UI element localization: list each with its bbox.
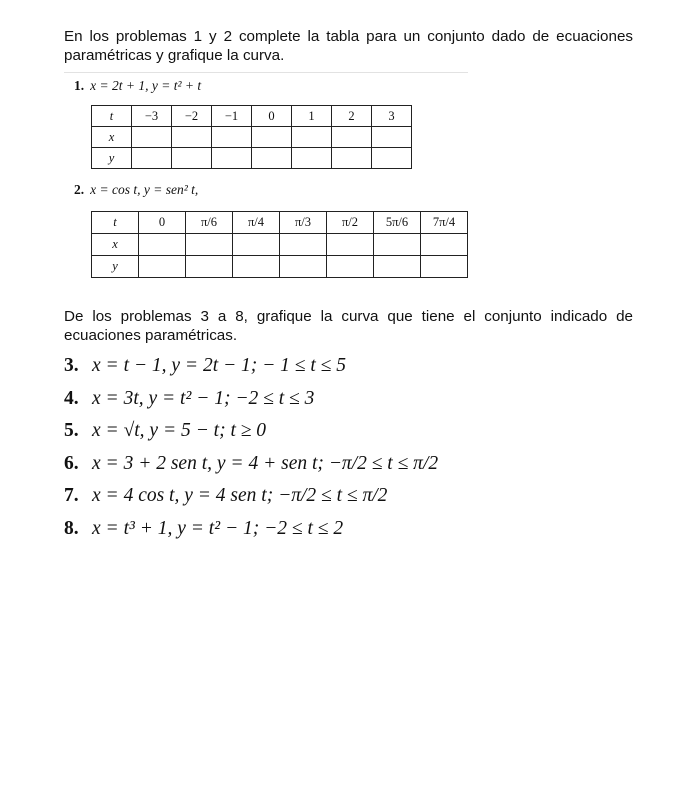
problem-1 <box>74 78 201 94</box>
problem-equation: x = √t, y = 5 − t; t ≥ 0 <box>92 420 267 442</box>
table-cell <box>186 256 233 278</box>
list-item <box>64 485 438 518</box>
list-item <box>64 453 438 486</box>
table-2-x-row <box>92 234 468 256</box>
table-cell <box>374 256 421 278</box>
table-cell: 5π/6 <box>374 212 421 234</box>
table-cell <box>132 148 172 169</box>
table-cell <box>280 256 327 278</box>
table-cell <box>332 127 372 148</box>
problem-2 <box>74 182 198 198</box>
intro-paragraph: En los problemas 1 y 2 complete la tabla para un conjunto dado de ecuaciones paramétricas y grafique la curva. <box>64 28 633 64</box>
table-cell: 7π/4 <box>421 212 468 234</box>
problem-equation: x = t³ + 1, y = t² − 1; −2 ≤ t ≤ 2 <box>92 517 344 539</box>
table-cell <box>233 234 280 256</box>
problem-number: 5. <box>64 420 79 442</box>
problem-1-equation: x = 2t + 1, y = t² + t <box>90 78 202 93</box>
list-item <box>64 355 438 388</box>
table-cell <box>132 127 172 148</box>
table-cell <box>186 234 233 256</box>
divider <box>64 72 468 73</box>
table-cell <box>421 234 468 256</box>
table-cell <box>252 127 292 148</box>
table-cell <box>292 148 332 169</box>
table-1-x-row <box>92 127 412 148</box>
problem-number: 8. <box>64 517 79 539</box>
table-cell: t <box>92 212 139 234</box>
table-cell: −2 <box>172 106 212 127</box>
problem-number: 4. <box>64 387 79 409</box>
table-cell <box>172 127 212 148</box>
table-cell: 2 <box>332 106 372 127</box>
table-cell <box>374 234 421 256</box>
table-cell <box>332 148 372 169</box>
table-cell: π/2 <box>327 212 374 234</box>
table-cell <box>292 127 332 148</box>
table-cell <box>252 148 292 169</box>
table-2-header-row <box>92 212 468 234</box>
list-item <box>64 388 438 421</box>
table-cell <box>372 148 412 169</box>
problem-equation: x = t − 1, y = 2t − 1; − 1 ≤ t ≤ 5 <box>92 355 347 376</box>
list-item <box>64 420 438 453</box>
problem-number: 3. <box>64 355 79 376</box>
table-cell <box>212 127 252 148</box>
table-cell: y <box>92 256 139 278</box>
table-cell: −1 <box>212 106 252 127</box>
table-cell <box>212 148 252 169</box>
intro-paragraph-2: De los problemas 3 a 8, grafique la curva que tiene el conjunto indicado de ecuaciones paramétricas. <box>64 308 633 344</box>
table-cell: π/3 <box>280 212 327 234</box>
table-cell: t <box>92 106 132 127</box>
problem-list <box>64 355 438 551</box>
table-cell <box>139 234 186 256</box>
table-cell <box>233 256 280 278</box>
table-cell: 0 <box>139 212 186 234</box>
problem-equation: x = 4 cos t, y = 4 sen t; −π/2 ≤ t ≤ π/2 <box>92 485 388 507</box>
table-cell: 3 <box>372 106 412 127</box>
table-2 <box>91 211 468 278</box>
table-cell <box>172 148 212 169</box>
table-1-header-row <box>92 106 412 127</box>
table-cell <box>327 256 374 278</box>
table-cell: x <box>92 234 139 256</box>
table-cell <box>372 127 412 148</box>
table-cell <box>139 256 186 278</box>
table-cell: x <box>92 127 132 148</box>
problem-equation: x = 3 + 2 sen t, y = 4 + sen t; −π/2 ≤ t ≤ π/2 <box>92 452 439 474</box>
problem-2-equation: x = cos t, y = sen² t, <box>90 182 199 197</box>
table-cell <box>327 234 374 256</box>
table-1-y-row <box>92 148 412 169</box>
list-item <box>64 518 438 551</box>
problem-number: 7. <box>64 485 79 507</box>
problem-1-number: 1. <box>74 78 85 93</box>
table-2-y-row <box>92 256 468 278</box>
table-1 <box>91 105 412 169</box>
table-cell: π/4 <box>233 212 280 234</box>
table-cell: 1 <box>292 106 332 127</box>
problem-number: 6. <box>64 452 79 474</box>
table-cell: y <box>92 148 132 169</box>
problem-2-number: 2. <box>74 182 85 197</box>
table-cell: 0 <box>252 106 292 127</box>
table-cell <box>280 234 327 256</box>
table-cell: −3 <box>132 106 172 127</box>
problem-equation: x = 3t, y = t² − 1; −2 ≤ t ≤ 3 <box>92 387 315 409</box>
table-cell <box>421 256 468 278</box>
table-cell: π/6 <box>186 212 233 234</box>
